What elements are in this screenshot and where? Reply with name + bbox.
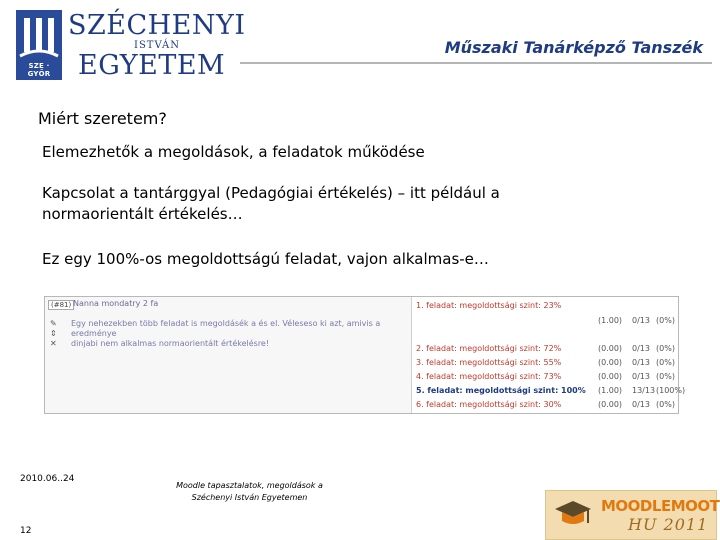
header-divider [240,62,712,64]
result-score: (0.00) [598,344,623,353]
bullet-task-question: Ez egy 100%-os megoldottságú feladat, vajon alkalmas-e… [42,250,489,268]
result-percent: (0%) [656,316,675,325]
result-percent: (0%) [656,372,675,381]
result-score: (0.00) [598,400,623,409]
delete-icon[interactable]: ✕ [50,339,57,348]
bullet-evaluation-line1: Kapcsolat a tantárggyal (Pedagógiai értékelés) – itt például a [42,184,500,202]
bullet-analysis: Elemezhetők a megoldások, a feladatok működése [42,143,425,161]
university-emblem-icon [16,10,62,80]
question-type[interactable]: Nanna mondatry 2 fa [73,299,159,308]
university-logo [16,10,248,80]
result-count: 0/13 [632,344,650,353]
result-label: 6. feladat: megoldottsági szint: 30% [416,400,562,409]
logo-text-istvan: ISTVÁN [134,40,180,51]
result-row [416,400,678,412]
graduation-cap-icon [554,499,592,531]
move-icon[interactable]: ⇕ [50,329,57,338]
department-title: Műszaki Tanárképző Tanszék [444,38,703,57]
moodlemoot-subtitle: HU 2011 [628,515,709,534]
edit-icon[interactable]: ✎ [50,319,57,328]
slide-question: Miért szeretem? [38,109,167,128]
moodlemoot-logo [545,490,720,540]
page-number: 12 [20,526,32,536]
question-number: (#81) [48,300,74,310]
footer-caption [162,480,337,504]
moot-title-moot: MOOT [670,497,720,515]
footer-date: 2010.06..24 [20,474,75,484]
result-count: 0/13 [632,400,650,409]
result-count: 0/13 [632,358,650,367]
moodlemoot-title [601,497,719,515]
result-score: (0.00) [598,372,623,381]
result-percent: (0%) [656,358,675,367]
result-score: (0.00) [598,358,623,367]
result-count: 13/13 [632,386,656,395]
moodle-screenshot [44,296,686,414]
result-label: 1. feladat: megoldottsági szint: 23% [416,301,562,310]
result-count: 0/13 [632,372,650,381]
bullet-evaluation-line2: normaorientált értékelés… [42,205,243,223]
logo-text-egyetem: EGYETEM [78,50,226,81]
result-label: 3. feladat: megoldottsági szint: 55% [416,358,562,367]
question-panel [45,297,411,413]
result-label: 4. feladat: megoldottsági szint: 73% [416,372,562,381]
result-count: 0/13 [632,316,650,325]
result-label: 2. feladat: megoldottsági szint: 72% [416,344,562,353]
logo-text-szechenyi: SZÉCHENYI [68,10,246,41]
footer-caption-line1: Moodle tapasztalatok, megoldások a [176,481,323,490]
result-score: (1.00) [598,386,623,395]
result-percent: (0%) [656,344,675,353]
result-row [416,372,678,384]
logo-city-label: SZE · GYŐR [27,62,51,78]
results-panel [411,297,686,413]
result-row [416,358,678,370]
result-label: 5. feladat: megoldottsági szint: 100% [416,386,586,395]
result-percent: (100%) [656,386,686,395]
bullet-evaluation [42,183,500,225]
footer-caption-line2: Széchenyi István Egyetemen [191,493,308,502]
result-row-highlight [416,386,686,398]
question-text-line1: Egy nehezekben több feladat is megoldásék a és el. Véleseso ki azt, amivis a eredménye [71,319,381,338]
result-percent: (0%) [656,400,675,409]
result-row [416,344,678,356]
question-tool-icons [50,319,57,349]
result-row [416,301,678,313]
moot-title-moodle: MOODLE [601,497,671,515]
question-text [71,319,401,349]
result-row [416,316,678,328]
question-text-line2: dinjabi nem alkalmas normaorientált értékelésre! [71,339,270,348]
result-score: (1.00) [598,316,623,325]
